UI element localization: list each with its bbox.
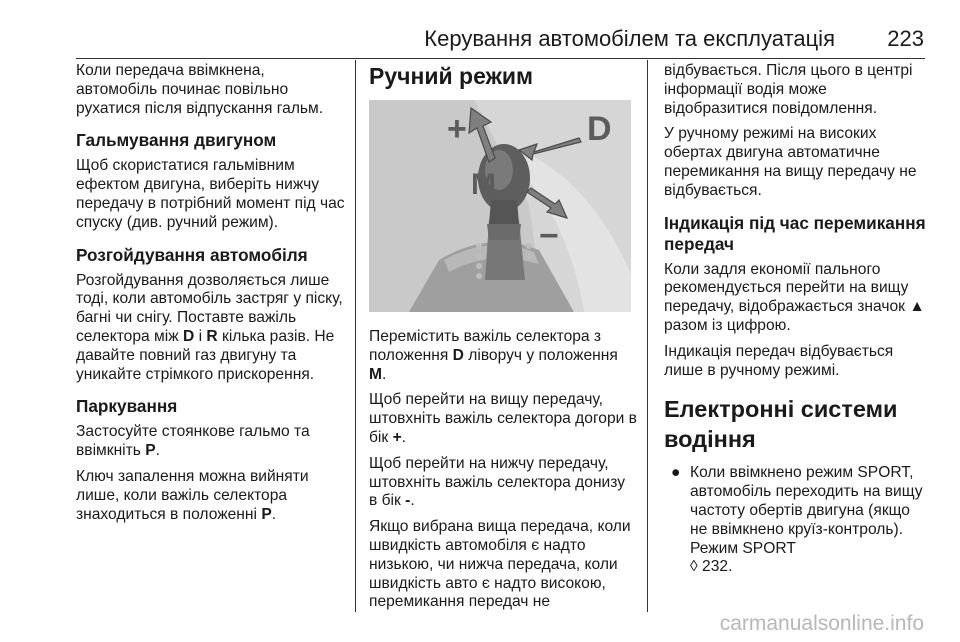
- intro-paragraph: Коли передача ввімкнена, автомобіль починає повільно рухатися після відпускання гальм.: [76, 62, 324, 117]
- column-divider-left: [355, 60, 356, 612]
- manual-mode-paragraph-3: Щоб перейти на нижчу передачу, штовхніть важіль селектора донизу в бік -.: [369, 454, 626, 510]
- manual-mode-heading: Ручний режим: [369, 63, 534, 89]
- rocking-paragraph: Розгойдування дозволяється лише тоді, коли автомобіль застряг у піску, багні чи снігу. Поставте важіль селектора між D і R кілька разів. Не давайте повний газ двигуну та уникайте стрімкого прискорення.: [76, 271, 343, 383]
- parking-heading: Паркування: [76, 396, 178, 417]
- header-rule: [76, 58, 925, 59]
- page-reference-link[interactable]: 232.: [697, 558, 733, 576]
- shift-indication-manual-paragraph: Індикація передач відбувається лише в ручному режимі.: [664, 342, 894, 379]
- column-1: [76, 62, 348, 531]
- column-divider-right: [647, 60, 648, 612]
- engine-braking-heading: Гальмування двигуном: [76, 130, 277, 151]
- figure-D-label: D: [587, 110, 612, 148]
- rocking-heading: Розгойдування автомобіля: [76, 244, 308, 265]
- shift-up-icon: ▲: [909, 298, 925, 316]
- continued-paragraph: відбувається. Після цього в центрі інформації водія може відобразитися повідомлення.: [664, 62, 913, 117]
- manual-mode-paragraph-1: Перемістить важіль селектора з положення D ліворуч у положення M.: [369, 328, 618, 383]
- shift-indication-paragraph: Коли задля економії пального рекомендується перейти на вищу передачу, відображається значок ▲ разом із цифрою.: [664, 260, 925, 334]
- header-title: Керування автомобілем та експлуатація: [424, 26, 835, 51]
- gear-selector-figure: [369, 100, 631, 312]
- manual-mode-paragraph-2: Щоб перейти на вищу передачу, штовхніть важіль селектора догори в бік +.: [369, 391, 637, 446]
- column-3: [664, 62, 930, 577]
- bullet-dot-icon: ●: [671, 464, 681, 482]
- page-reference-icon: ◊: [690, 558, 698, 576]
- figure-M-label: M: [471, 168, 496, 201]
- shift-indication-heading: Індикація під час перемикання передач: [664, 212, 926, 254]
- page-number: 223: [887, 26, 924, 51]
- electronic-systems-heading: Електронні системи водіння: [664, 396, 898, 453]
- column-2: [369, 62, 637, 619]
- gear-selector-illustration: [369, 100, 631, 312]
- manual-mode-paragraph-4: Якщо вибрана вища передача, коли швидкість автомобіля є надто низькою, чи нижча передача, коли швидкість авто є надто високою, перемикання передач не: [369, 518, 631, 611]
- high-rpm-paragraph: У ручному режимі на високих обертах двигуна автоматичне перемикання на вищу передачу не відбувається.: [664, 125, 917, 199]
- sport-mode-bullet: ● Коли ввімкнено режим SPORT, автомобіль переходить на вищу частоту обертів двигуна (якщо не ввімкнено круїз-контроль). Режим SPORT ◊ 232.: [671, 464, 923, 576]
- page-header: [0, 0, 960, 54]
- parking-paragraph-2: Ключ запалення можна вийняти лише, коли важіль селектора знаходиться в положенні P.: [76, 467, 309, 523]
- figure-plus-label: +: [447, 110, 467, 148]
- engine-braking-paragraph: Щоб скористатися гальмівним ефектом двигуна, виберіть нижчу передачу в потрібний момент під час спуску (див. ручний режим).: [76, 157, 345, 231]
- watermark: carmanualsonline.info: [719, 612, 924, 635]
- parking-paragraph-1: Застосуйте стоянкове гальмо та ввімкніть P.: [76, 423, 310, 460]
- figure-minus-label: −: [539, 217, 559, 255]
